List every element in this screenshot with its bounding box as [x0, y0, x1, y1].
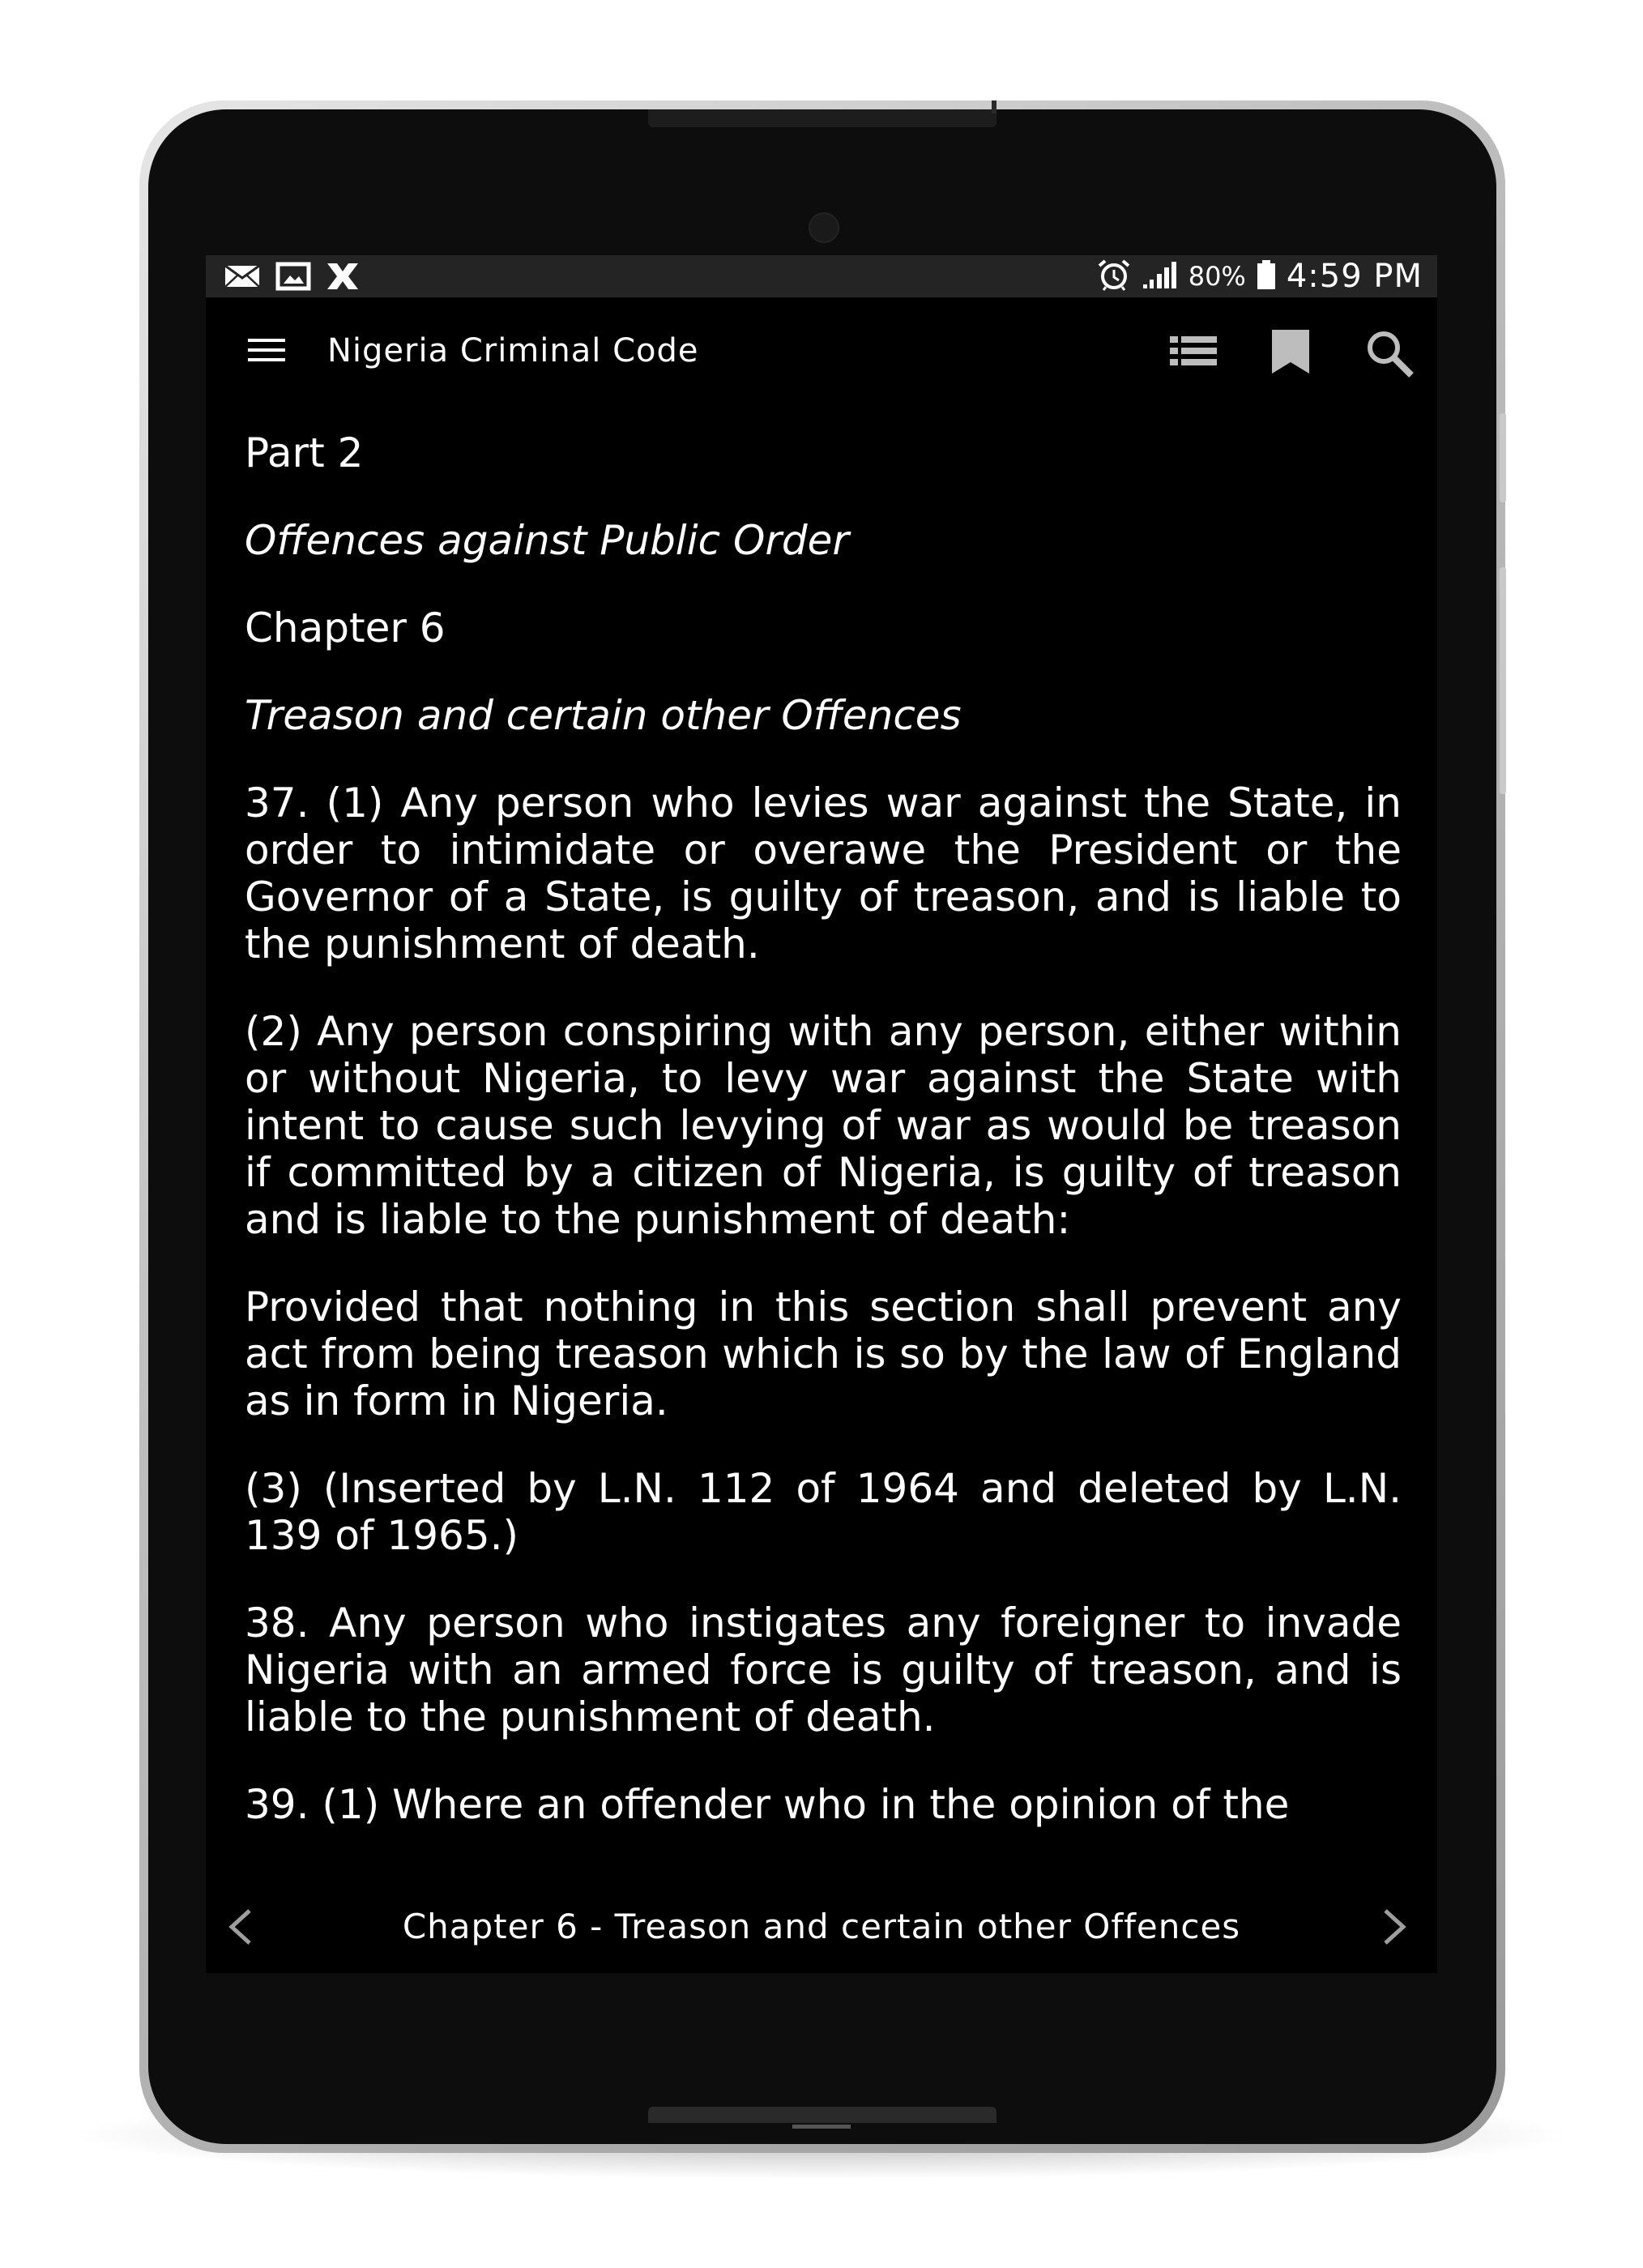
part-heading: Part 2: [245, 429, 364, 476]
image-icon: [275, 262, 311, 291]
search-icon[interactable]: [1364, 328, 1415, 382]
top-pin: [992, 100, 996, 113]
section-paragraph: (2) Any person conspiring with any person, either within or without Nigeria, to levy war against the State with intent to cause such levying of war as would be treason if committed by a citizen of Nigeria, is guilty of treason and is liable to the punishment of death:: [245, 1008, 1402, 1243]
notification-icons: [224, 262, 360, 291]
status-bar: [206, 255, 1437, 297]
chevron-left-icon[interactable]: [222, 1903, 258, 1954]
app-title: Nigeria Criminal Code: [327, 332, 699, 369]
current-chapter-label: Chapter 6 - Treason and certain other Offences: [402, 1907, 1241, 1946]
battery-icon: [1256, 259, 1277, 293]
section-paragraph: 37. (1) Any person who levies war against the State, in order to intimidate or overawe the President or the Governor of a State, is guilty of treason, and is liable to the punishment of death.: [245, 779, 1402, 967]
front-camera: [809, 212, 839, 243]
section-paragraph: 39. (1) Where an offender who in the opinion of the: [245, 1781, 1290, 1828]
x-icon: [326, 262, 360, 291]
battery-percent: 80%: [1188, 261, 1246, 292]
app-screen: [206, 255, 1437, 1973]
top-speaker-slot: [648, 109, 996, 127]
chapter-title: Treason and certain other Offences: [245, 692, 962, 739]
part-title: Offences against Public Order: [245, 517, 849, 564]
volume-button: [1500, 567, 1506, 794]
clock-time: 4:59 PM: [1286, 258, 1423, 295]
alarm-icon: [1096, 258, 1132, 295]
hamburger-menu-icon[interactable]: [248, 334, 287, 366]
section-paragraph: Provided that nothing in this section shall prevent any act from being treason which is so by the law of England as in form in Nigeria.: [245, 1283, 1402, 1424]
signal-icon: [1142, 260, 1179, 293]
power-button: [1500, 413, 1506, 502]
app-toolbar: [206, 297, 1437, 407]
chapter-navigation-bar: [206, 1880, 1437, 1973]
chapter-heading: Chapter 6: [245, 604, 446, 651]
section-paragraph: (3) (Inserted by L.N. 112 of 1964 and deleted by L.N. 139 of 1965.): [245, 1465, 1402, 1559]
list-icon[interactable]: [1168, 328, 1218, 377]
mail-icon: [224, 263, 261, 289]
bottom-pin: [792, 2125, 851, 2129]
chevron-right-icon[interactable]: [1377, 1903, 1413, 1954]
bookmark-icon[interactable]: [1269, 328, 1312, 380]
bottom-slot: [648, 2107, 996, 2123]
reading-content: [245, 429, 1402, 1973]
status-indicators: [1096, 258, 1423, 294]
section-paragraph: 38. Any person who instigates any foreigner to invade Nigeria with an armed force is guilty of treason, and is liable to the punishment of death.: [245, 1600, 1402, 1741]
